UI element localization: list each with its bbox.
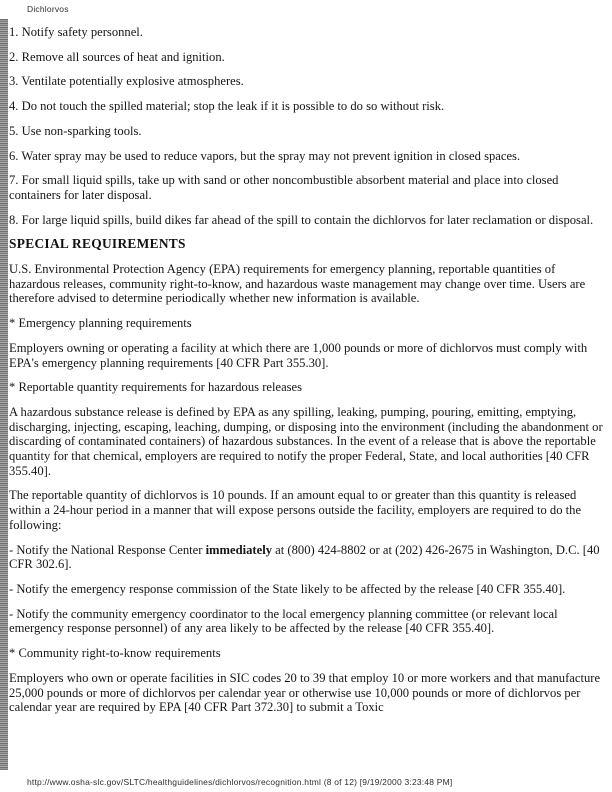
document-content xyxy=(9,25,604,725)
scan-edge-artifact xyxy=(0,19,8,770)
paragraph: - Notify the emergency response commission of the State likely to be affected by the release [40 CFR 355.40]. xyxy=(9,581,566,596)
nrc-text-before: - Notify the National Response Center xyxy=(9,542,206,557)
paragraph: Employers owning or operating a facility at which there are 1,000 pounds or more of dichlorvos must comply with EPA's emergency planning requirements [40 CFR Part 355.30]. xyxy=(9,340,588,370)
subsection-marker: * Community right-to-know requirements xyxy=(9,646,221,661)
running-header: Dichlorvos xyxy=(27,4,69,14)
numbered-item: 2. Remove all sources of heat and ignition. xyxy=(9,49,225,64)
paragraph: A hazardous substance release is defined by EPA as any spilling, leaking, pumping, pouring, emitting, emptying, discharging, injecting, escaping, leaching, dumping, or disposing into the environment (including the abandonment or discarding of contaminated containers) of hazardous substances. In the event of a release that is above the reportable quantity for that chemical, employers are required to notify the proper Federal, State, and local authorities [40 CFR 355.40]. xyxy=(9,404,603,478)
numbered-item: 5. Use non-sparking tools. xyxy=(9,123,142,138)
paragraph: - Notify the community emergency coordinator to the local emergency planning committee (or relevant local emergency response personnel) of any area likely to be affected by the release [40 CFR 355.40]. xyxy=(9,606,558,636)
numbered-item: 6. Water spray may be used to reduce vapors, but the spray may not prevent ignition in closed spaces. xyxy=(9,148,521,163)
section-heading: SPECIAL REQUIREMENTS xyxy=(9,236,186,252)
paragraph: The reportable quantity of dichlorvos is 10 pounds. If an amount equal to or greater than this quantity is released within a 24-hour period in a manner that will expose persons outside the facility, employers are required to do the following: xyxy=(9,488,582,532)
numbered-item: 7. For small liquid spills, take up with sand or other noncombustible absorbent material and place into closed containers for later disposal. xyxy=(9,173,559,202)
numbered-item: 3. Ventilate potentially explosive atmospheres. xyxy=(9,74,244,89)
subsection-marker: * Emergency planning requirements xyxy=(9,316,192,331)
numbered-item: 1. Notify safety personnel. xyxy=(9,25,143,39)
nrc-text-after: at (800) 424-8802 or at (202) 426-2675 in Washington, D.C. [40 CFR 302.6]. xyxy=(9,542,600,572)
numbered-item: 4. Do not touch the spilled material; stop the leak if it is possible to do so without risk. xyxy=(9,99,445,114)
subsection-marker: * Reportable quantity requirements for hazardous releases xyxy=(9,380,303,395)
notify-nrc-paragraph xyxy=(9,543,604,572)
nrc-text-bold: immediately xyxy=(205,542,273,557)
paragraph: Employers who own or operate facilities in SIC codes 20 to 39 that employ 10 or more workers and that manufacture 25,000 pounds or more of dichlorvos per calendar year or otherwise use 10,000 pounds or more of dichlorvos per calendar year are required by EPA [40 CFR Part 372.30] to submit a Toxic xyxy=(9,670,601,715)
footer-url: http://www.osha-slc.gov/SLTC/healthguidelines/dichlorvos/recognition.html (8 of 12) [9/19/2000 3:23:48 PM] xyxy=(27,777,453,787)
numbered-item: 8. For large liquid spills, build dikes far ahead of the spill to contain the dichlorvos for later reclamation or disposal. xyxy=(9,212,594,227)
paragraph: U.S. Environmental Protection Agency (EPA) requirements for emergency planning, reportable quantities of hazardous releases, community right-to-know, and hazardous waste management may change over time. Users are therefore advised to determine periodically whether new information is available. xyxy=(9,262,586,306)
